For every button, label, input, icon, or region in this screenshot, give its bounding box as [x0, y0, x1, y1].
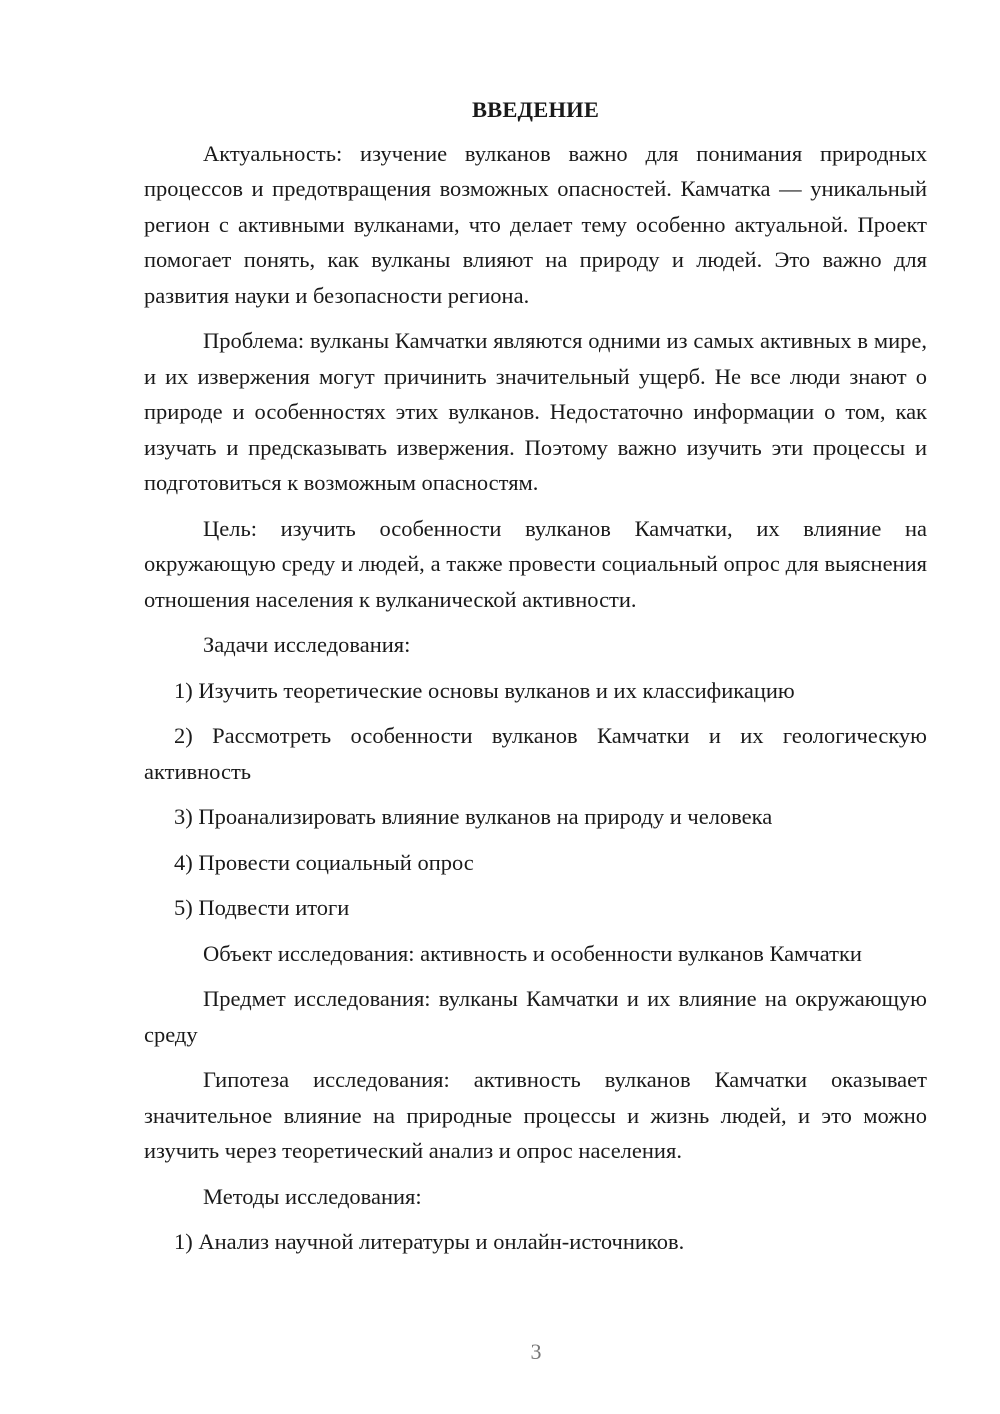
task-item-3: 3) Проанализировать влияние вулканов на природу и человека: [174, 804, 773, 829]
methods-heading: Методы исследования:: [203, 1183, 422, 1209]
relevance-paragraph: Актуальность: изучение вулканов важно для понимания природных процессов и предотвращения возможных опасностей. Камчатка — уникальный регион с активными вулканами, что делает тему особенно актуальной. Проект помогает понять, как вулканы влияют на природу и людей. Это важно для развития науки и безопасности региона.: [144, 140, 927, 308]
subject-paragraph: Предмет исследования: вулканы Камчатки и их влияние на окружающую среду: [144, 986, 927, 1047]
page-number: 3: [530, 1339, 542, 1364]
object-paragraph: Объект исследования: активность и особенности вулканов Камчатки: [203, 940, 862, 966]
hypothesis-paragraph: Гипотеза исследования: активность вулканов Камчатки оказывает значительное влияние на природные процессы и жизнь людей, и это можно изучить через теоретический анализ и опрос населения.: [144, 1067, 927, 1163]
task-item-1: 1) Изучить теоретические основы вулканов и их классификацию: [174, 677, 795, 703]
task-item-2: 2) Рассмотреть особенности вулканов Камчатки и их геологическую активность: [144, 723, 927, 784]
problem-paragraph: Проблема: вулканы Камчатки являются одними из самых активных в мире, и их извержения могут причинить значительный ущерб. Не все люди знают о природе и особенностях этих вулканов. Недостаточно информации о том, как изучать и предсказывать извержения. Поэтому важно изучить эти процессы и подготовиться к возможным опасностям.: [144, 328, 927, 495]
method-item-1: 1) Анализ научной литературы и онлайн-источников.: [174, 1229, 685, 1254]
task-item-5: 5) Подвести итоги: [174, 895, 350, 920]
tasks-heading: Задачи исследования:: [203, 632, 411, 657]
section-heading: ВВЕДЕНИЕ: [471, 97, 600, 122]
goal-paragraph: Цель: изучить особенности вулканов Камчатки, их влияние на окружающую среду и людей, а также провести социальный опрос для выяснения отношения населения к вулканической активности.: [144, 515, 927, 612]
task-item-4: 4) Провести социальный опрос: [174, 849, 474, 875]
page-content: [144, 92, 927, 1270]
